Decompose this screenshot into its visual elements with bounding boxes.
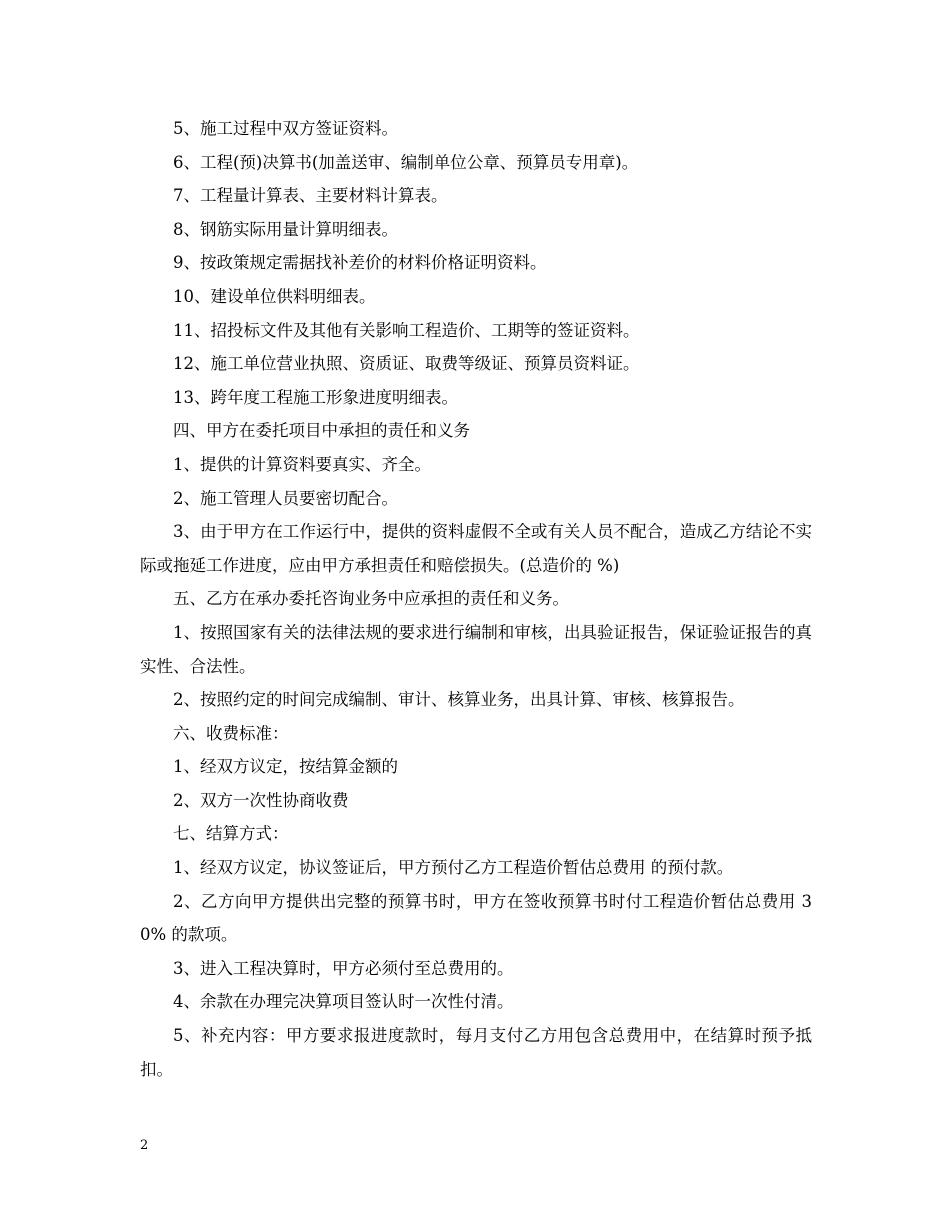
paragraph-21: 1、经双方议定，协议签证后，甲方预付乙方工程造价暂估总费用 的预付款。 <box>173 858 734 878</box>
paragraph-25: 5、补充内容：甲方要求报进度款时，每月支付乙方用包含总费用中，在结算时预予抵扣。 <box>140 1026 812 1079</box>
section-heading-7: 七、结算方式： <box>173 824 289 844</box>
paragraph-22: 2、乙方向甲方提供出完整的预算书时，甲方在签收预算书时付工程造价暂估总费用 30% 的款项。 <box>140 891 812 945</box>
paragraph-19: 2、双方一次性协商收费 <box>173 790 349 810</box>
paragraph-23: 3、进入工程决算时，甲方必须付至总费用的。 <box>173 958 514 978</box>
paragraph-11: 1、提供的计算资料要真实、齐全。 <box>173 454 431 474</box>
paragraph-18: 1、经双方议定，按结算金额的 <box>173 757 398 777</box>
paragraph-4: 8、钢筋实际用量计算明细表。 <box>173 219 398 239</box>
paragraph-24: 4、余款在办理完决算项目签认时一次性付清。 <box>173 992 514 1012</box>
paragraph-5: 9、按政策规定需据找补差价的材料价格证明资料。 <box>173 253 547 273</box>
document-body <box>140 112 812 1086</box>
paragraph-3: 7、工程量计算表、主要材料计算表。 <box>173 186 448 206</box>
paragraph-7: 11、招投标文件及其他有关影响工程造价、工期等的签证资料。 <box>173 320 640 340</box>
paragraph-8: 12、施工单位营业执照、资质证、取费等级证、预算员资料证。 <box>173 354 640 374</box>
section-heading-6: 六、收费标准： <box>173 723 289 743</box>
paragraph-2: 6、工程(预)决算书(加盖送审、编制单位公章、预算员专用章)。 <box>173 152 639 172</box>
paragraph-1: 5、施工过程中双方签证资料。 <box>173 119 398 138</box>
section-heading-5: 五、乙方在承办委托咨询业务中应承担的责任和义务。 <box>173 589 569 609</box>
paragraph-12: 2、施工管理人员要密切配合。 <box>173 488 398 508</box>
page-number: 2 <box>140 1138 149 1153</box>
paragraph-13: 3、由于甲方在工作运行中，提供的资料虚假不全或有关人员不配合，造成乙方结论不实际或拖延工作进度，应由甲方承担责任和赔偿损失。(总造价的 %) <box>140 522 812 575</box>
paragraph-6: 10、建设单位供料明细表。 <box>173 286 376 306</box>
paragraph-9: 13、跨年度工程施工形象进度明细表。 <box>173 387 458 407</box>
paragraph-16: 2、按照约定的时间完成编制、审计、核算业务，出具计算、审核、核算报告。 <box>173 690 745 710</box>
paragraph-15: 1、按照国家有关的法律法规的要求进行编制和审核，出具验证报告，保证验证报告的真实性、合法性。 <box>140 622 812 676</box>
section-heading-4: 四、甲方在委托项目中承担的责任和义务 <box>173 421 470 441</box>
